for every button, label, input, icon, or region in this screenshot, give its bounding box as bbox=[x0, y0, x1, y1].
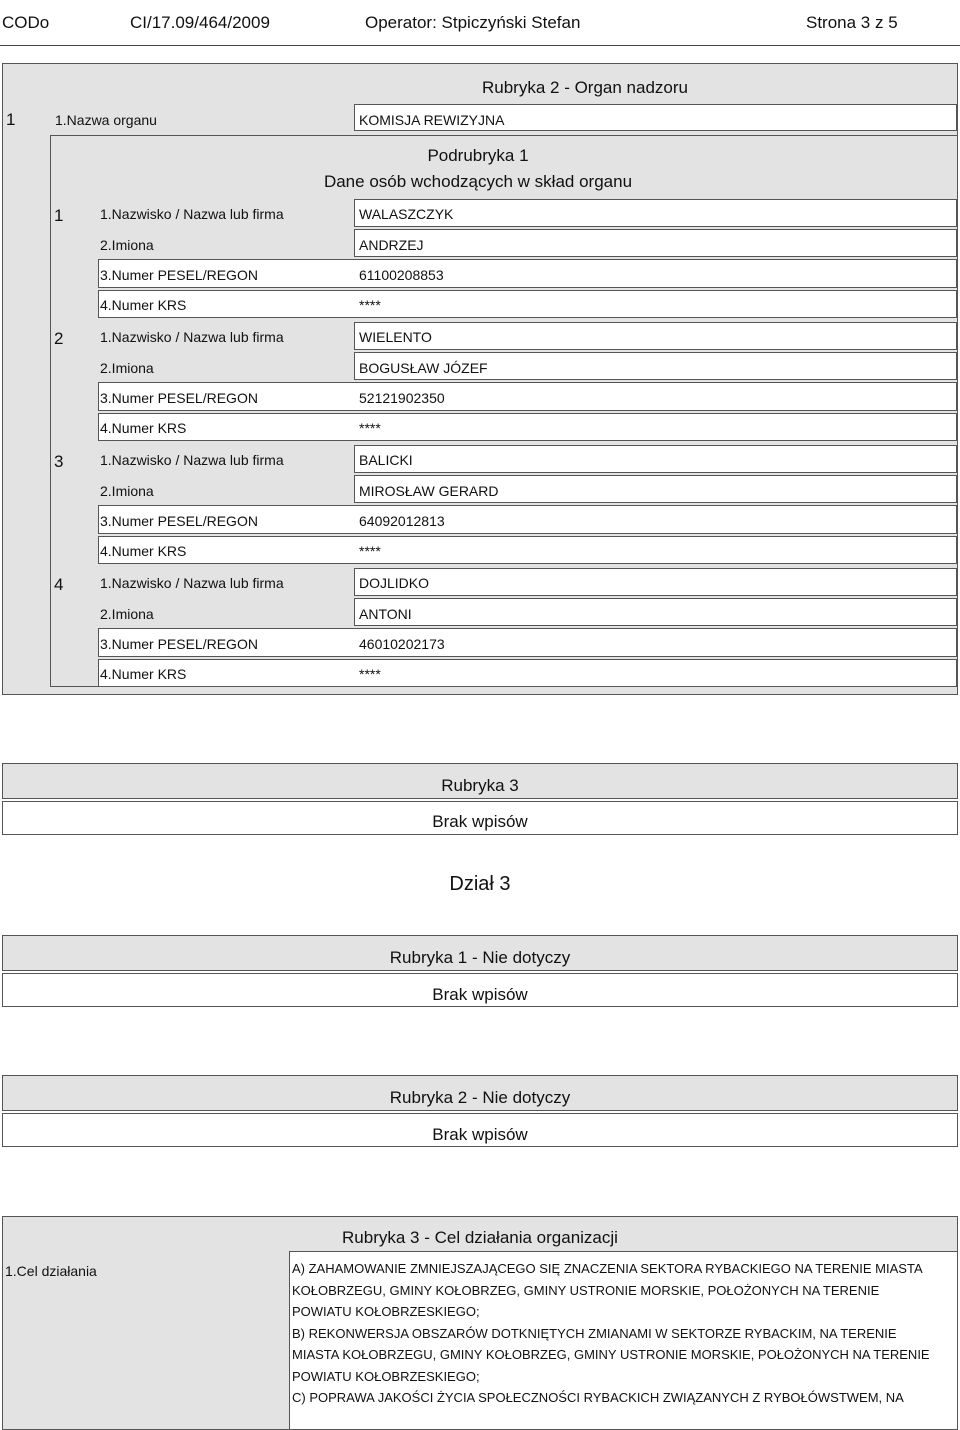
names-label: 2.Imiona bbox=[100, 483, 154, 499]
d3-rubryka-3-title: Rubryka 3 - Cel działania organizacji bbox=[342, 1228, 618, 1247]
goal-text-line: MIASTA KOŁOBRZEGU, GMINY KOŁOBRZEG, GMINY USTRONIE MORSKIE, POŁOŻONYCH NA TERENIE bbox=[292, 1347, 930, 1362]
surname-value: DOJLIDKO bbox=[359, 575, 430, 591]
goal-text bbox=[292, 1258, 956, 1409]
pesel-label: 3.Numer PESEL/REGON bbox=[100, 267, 258, 283]
goal-text-line: C) POPRAWA JAKOŚCI ŻYCIA SPOŁECZNOŚCI RYBACKICH ZWIĄZANYCH Z RYBOŁÓWSTWEM, NA bbox=[292, 1390, 904, 1405]
person-number: 2 bbox=[54, 329, 64, 348]
pesel-label: 3.Numer PESEL/REGON bbox=[100, 513, 258, 529]
person-number: 4 bbox=[54, 575, 64, 594]
pesel-label: 3.Numer PESEL/REGON bbox=[100, 390, 258, 406]
names-label: 2.Imiona bbox=[100, 360, 154, 376]
goal-text-line: A) ZAHAMOWANIE ZMNIEJSZAJĄCEGO SIĘ ZNACZENIA SEKTORA RYBACKIEGO NA TERENIE MIASTA bbox=[292, 1261, 923, 1276]
case-number: CI/17.09/464/2009 bbox=[130, 13, 270, 32]
goal-text-line: POWIATU KOŁOBRZESKIEGO; bbox=[292, 1304, 480, 1319]
header-divider bbox=[0, 45, 960, 46]
pesel-value: 46010202173 bbox=[359, 636, 445, 652]
pesel-value: 64092012813 bbox=[359, 513, 445, 529]
pesel-label: 3.Numer PESEL/REGON bbox=[100, 636, 258, 652]
d3-rubryka-2-title: Rubryka 2 - Nie dotyczy bbox=[389, 1088, 571, 1107]
surname-value: BALICKI bbox=[359, 452, 413, 468]
pesel-value: 52121902350 bbox=[359, 390, 445, 406]
names-value: BOGUSŁAW JÓZEF bbox=[359, 360, 488, 376]
operator-name: Operator: Stpiczyński Stefan bbox=[365, 13, 581, 32]
organ-name-label: 1.Nazwa organu bbox=[55, 112, 157, 128]
d3-rubryka-1-title: Rubryka 1 - Nie dotyczy bbox=[389, 948, 571, 967]
krs-label: 4.Numer KRS bbox=[100, 297, 187, 313]
goal-text-line: KOŁOBRZEGU, GMINY KOŁOBRZEG, GMINY USTRONIE MORSKIE, POŁOŻONYCH NA TERENIE bbox=[292, 1282, 880, 1298]
rubryka-2-title: Rubryka 2 - Organ nadzoru bbox=[482, 78, 688, 97]
surname-label: 1.Nazwisko / Nazwa lub firma bbox=[100, 452, 284, 468]
krs-label: 4.Numer KRS bbox=[100, 420, 187, 436]
krs-label: 4.Numer KRS bbox=[100, 666, 187, 682]
empty-notice: Brak wpisów bbox=[432, 985, 528, 1004]
empty-notice: Brak wpisów bbox=[432, 812, 528, 831]
krs-row bbox=[98, 536, 957, 564]
names-label: 2.Imiona bbox=[100, 237, 154, 253]
krs-value: **** bbox=[359, 297, 381, 313]
krs-row bbox=[98, 413, 957, 441]
dzial-3-title: Dział 3 bbox=[449, 873, 511, 895]
surname-field bbox=[354, 568, 957, 596]
empty-notice: Brak wpisów bbox=[432, 1125, 528, 1144]
surname-field bbox=[354, 322, 957, 350]
surname-value: WALASZCZYK bbox=[359, 206, 454, 222]
podrubryka-subtitle: Dane osób wchodzących w skład organu bbox=[323, 172, 633, 191]
person-number: 3 bbox=[54, 452, 64, 471]
page-number: Strona 3 z 5 bbox=[806, 13, 898, 32]
goal-label: 1.Cel działania bbox=[5, 1263, 97, 1279]
podrubryka-title: Podrubryka 1 bbox=[427, 146, 529, 165]
organ-name-value: KOMISJA REWIZYJNA bbox=[359, 112, 505, 128]
surname-label: 1.Nazwisko / Nazwa lub firma bbox=[100, 575, 284, 591]
goal-text-line: B) REKONWERSJA OBSZARÓW DOTKNIĘTYCH ZMIANAMI W SEKTORZE RYBACKIM, NA TERENIE bbox=[292, 1325, 897, 1341]
names-value: ANDRZEJ bbox=[359, 237, 424, 253]
krs-row bbox=[98, 659, 957, 687]
surname-label: 1.Nazwisko / Nazwa lub firma bbox=[100, 329, 284, 345]
krs-value: **** bbox=[359, 543, 381, 559]
surname-field bbox=[354, 445, 957, 473]
document-code: CODo bbox=[2, 13, 50, 32]
person-number: 1 bbox=[54, 206, 64, 225]
names-field bbox=[354, 598, 957, 626]
names-field bbox=[354, 229, 957, 257]
krs-value: **** bbox=[359, 420, 381, 436]
names-value: ANTONI bbox=[359, 606, 412, 622]
page-header bbox=[0, 0, 960, 46]
surname-value: WIELENTO bbox=[359, 329, 432, 345]
surname-label: 1.Nazwisko / Nazwa lub firma bbox=[100, 206, 284, 222]
krs-value: **** bbox=[359, 666, 381, 682]
rubryka-3-title: Rubryka 3 bbox=[441, 776, 519, 795]
pesel-value: 61100208853 bbox=[359, 267, 444, 283]
goal-text-line: POWIATU KOŁOBRZESKIEGO; bbox=[292, 1368, 480, 1384]
organ-number: 1 bbox=[6, 110, 16, 129]
krs-row bbox=[98, 290, 957, 318]
names-value: MIROSŁAW GERARD bbox=[359, 483, 499, 499]
krs-label: 4.Numer KRS bbox=[100, 543, 187, 559]
names-label: 2.Imiona bbox=[100, 606, 154, 622]
